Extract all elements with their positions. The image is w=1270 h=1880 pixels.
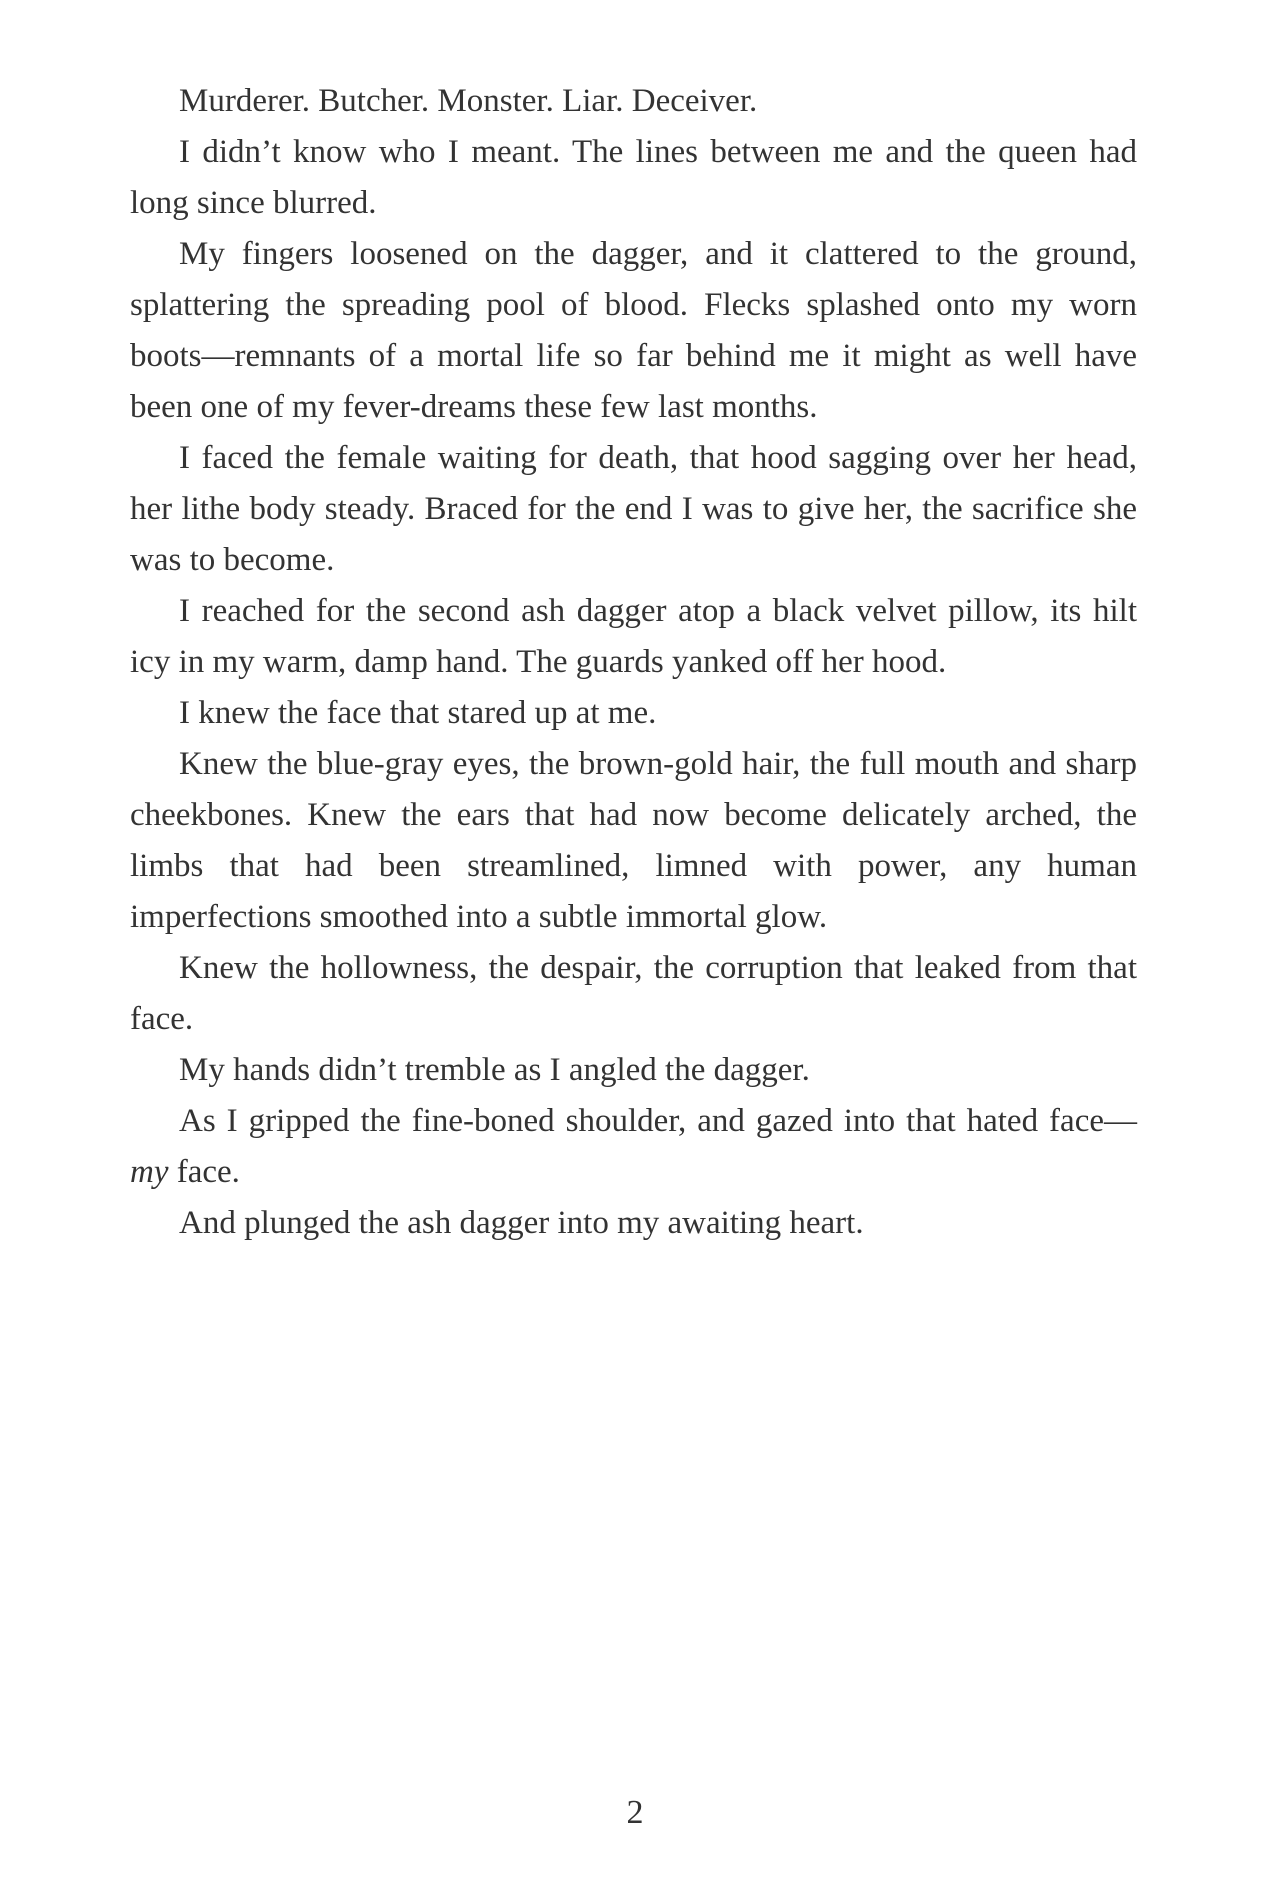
paragraph: I knew the face that stared up at me. [179,695,657,731]
paragraph-with-emphasis [130,1096,1137,1198]
paragraph: I reached for the second ash dagger atop a black velvet pillow, its hilt icy in my warm, damp hand. The guards yanked off her hood. [130,593,1137,680]
page-number: 2 [626,1794,644,1831]
emphasized-word: my [130,1154,169,1190]
paragraph: Murderer. Butcher. Monster. Liar. Deceiver. [179,83,758,119]
body-text [130,76,1137,1249]
paragraph-text-before: As I gripped the fine-boned shoulder, and gazed into that hated face— [179,1103,1137,1139]
paragraph: Knew the blue-gray eyes, the brown-gold hair, the full mouth and sharp cheekbones. Knew the ears that had now become delicately arched, the limbs that had been streamlined, limned with power, any human imperfections smoothed into a subtle immortal glow. [130,746,1137,935]
paragraph: And plunged the ash dagger into my awaiting heart. [179,1205,864,1241]
paragraph-text-after: face. [168,1154,240,1190]
paragraph: I didn’t know who I meant. The lines between me and the queen had long since blurred. [130,134,1137,221]
paragraph: Knew the hollowness, the despair, the corruption that leaked from that face. [130,950,1137,1037]
paragraph: My fingers loosened on the dagger, and it clattered to the ground, splattering the spreading pool of blood. Flecks splashed onto my worn boots—remnants of a mortal life so far behind me it might as well have been one of my fever-dreams these few last months. [130,236,1137,425]
paragraph: My hands didn’t tremble as I angled the dagger. [179,1052,810,1088]
paragraph: I faced the female waiting for death, that hood sagging over her head, her lithe body steady. Braced for the end I was to give her, the sacrifice she was to become. [130,440,1137,578]
